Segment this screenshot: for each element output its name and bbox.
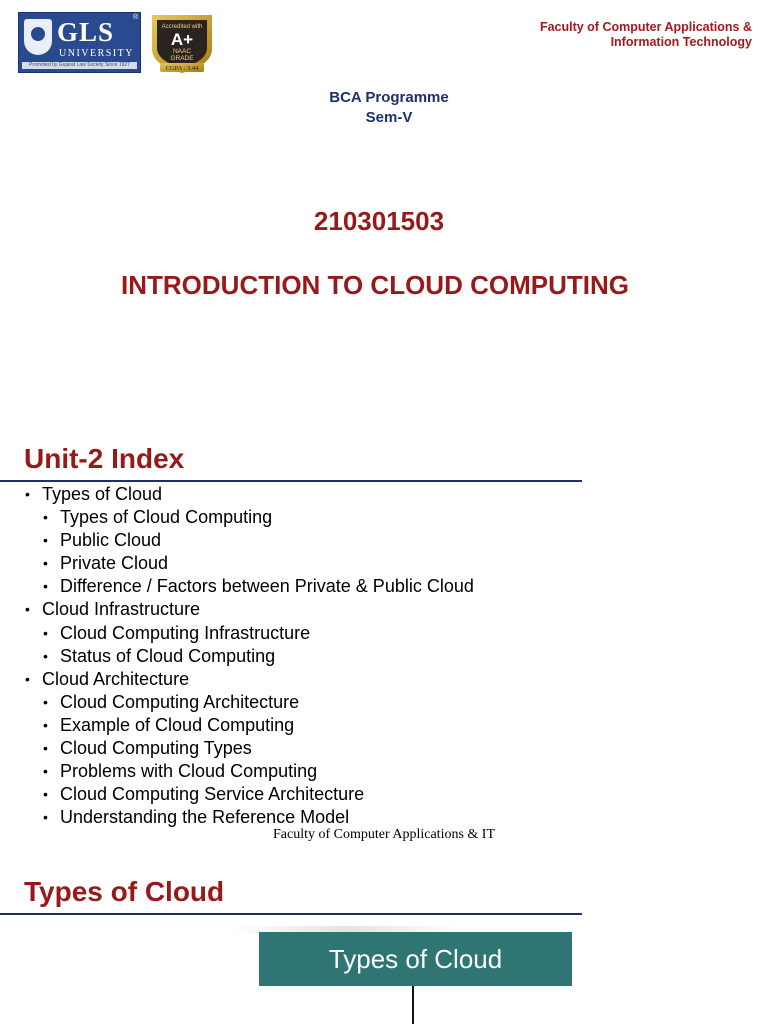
index-item-text: Types of Cloud: [42, 484, 163, 504]
index-item-text: Example of Cloud Computing: [60, 714, 295, 735]
bullet-icon: •: [43, 555, 48, 572]
index-item: [24, 760, 584, 783]
index-item-text: Problems with Cloud Computing: [60, 761, 318, 782]
index-item-text: Status of Cloud Computing: [60, 645, 276, 666]
index-item: [24, 598, 584, 621]
bullet-icon: •: [25, 601, 30, 618]
index-item: [24, 575, 584, 598]
index-item: [24, 622, 584, 645]
logo-name: GLS: [57, 17, 115, 47]
index-item-text: Cloud Infrastructure: [42, 599, 201, 620]
badge-grade-word: GRADE: [170, 55, 194, 62]
university-crest-icon: [24, 19, 52, 55]
types-heading: Types of Cloud: [24, 876, 225, 907]
index-item: [24, 783, 584, 806]
programme-name: BCA Programme: [329, 89, 449, 106]
registered-mark: ®: [133, 14, 139, 21]
course-code: 210301503: [313, 206, 445, 236]
index-item: [24, 691, 584, 714]
index-item-text: Understanding the Reference Model: [60, 807, 350, 828]
bullet-icon: •: [43, 532, 48, 549]
index-item-text: Public Cloud: [60, 530, 162, 551]
bullet-icon: •: [43, 740, 48, 757]
index-item-text: Cloud Architecture: [42, 668, 190, 689]
bullet-icon: •: [25, 670, 30, 687]
index-item: [24, 714, 584, 737]
badge-top-text: Accredited with: [161, 24, 203, 30]
index-item: [24, 506, 584, 529]
index-item-text: Cloud Computing Types: [60, 738, 252, 759]
bullet-icon: •: [43, 509, 48, 526]
course-title: INTRODUCTION TO CLOUD COMPUTING: [121, 270, 629, 300]
faculty-header-line1: Faculty of Computer Applications &: [539, 20, 752, 34]
index-heading: Unit-2 Index: [24, 443, 185, 474]
index-item: [24, 483, 584, 506]
bullet-icon: •: [25, 486, 30, 502]
diagram-connector-line: [412, 986, 414, 1024]
index-item-text: Cloud Computing Architecture: [60, 691, 300, 712]
logo-strip-text: Promoted by Gujarat Law Society Since 1927: [22, 62, 137, 69]
index-item: [24, 552, 584, 575]
diagram-root-node: Types of Cloud: [259, 932, 572, 986]
index-item: [24, 737, 584, 760]
index-item-text: Difference / Factors between Private & Public Cloud: [60, 576, 474, 597]
bullet-icon: •: [43, 809, 48, 826]
bullet-icon: •: [43, 763, 48, 780]
footer-faculty: Faculty of Computer Applications & IT: [272, 827, 496, 842]
index-item: [24, 529, 584, 552]
gls-university-logo: [18, 12, 141, 73]
index-item-text: Private Cloud: [60, 553, 169, 574]
index-item-text: Cloud Computing Infrastructure: [60, 622, 311, 643]
index-item: [24, 668, 584, 691]
badge-body: NAAC: [172, 48, 192, 55]
index-item-text: Cloud Computing Service Architecture: [60, 784, 365, 805]
index-heading-rule: [0, 480, 582, 482]
bullet-icon: •: [43, 786, 48, 803]
index-item-text: Types of Cloud Computing: [60, 507, 273, 528]
bullet-icon: •: [43, 578, 48, 595]
index-item: [24, 645, 584, 668]
bullet-icon: •: [43, 624, 48, 641]
logo-subtitle: UNIVERSITY: [59, 48, 134, 59]
faculty-header-line2: Information Technology: [610, 35, 752, 49]
naac-accreditation-badge-icon: [146, 11, 218, 75]
badge-cgpa: CGPA : 3.44: [165, 65, 199, 72]
programme-info: [0, 88, 768, 128]
badge-grade: A+: [170, 30, 194, 49]
types-heading-rule: [0, 913, 582, 915]
index-list: [24, 483, 584, 829]
programme-semester: Sem-V: [365, 109, 413, 126]
index-item: [24, 806, 584, 829]
faculty-header: [452, 20, 752, 50]
bullet-icon: •: [43, 647, 48, 664]
bullet-icon: •: [43, 716, 48, 733]
bullet-icon: •: [43, 693, 48, 710]
